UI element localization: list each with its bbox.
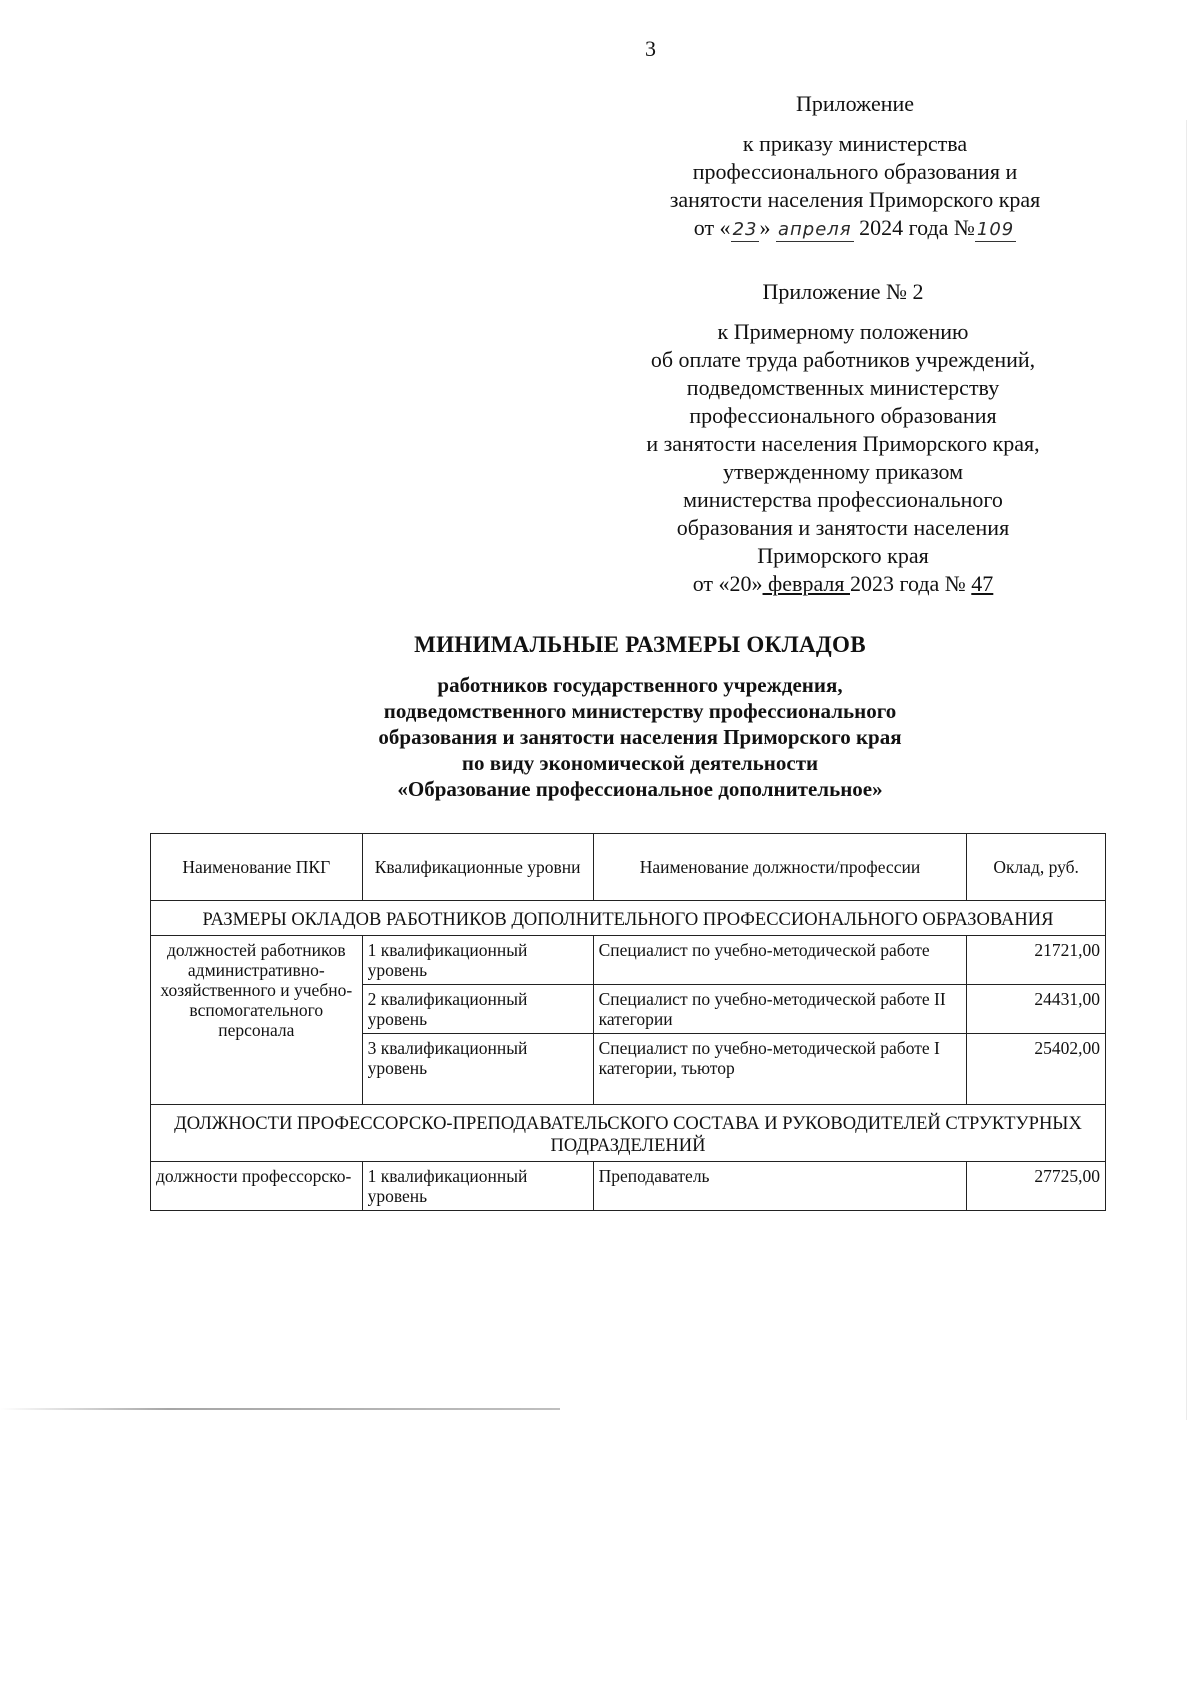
appendix2-line: образования и занятости населения <box>676 515 1010 540</box>
salary-value: 24431,00 <box>967 985 1106 1034</box>
pkg-group-name: должности профессорско- <box>151 1162 363 1211</box>
salary-value: 21721,00 <box>967 936 1106 985</box>
document-subtitle-line: подведомственного министерству профессионального <box>383 699 897 723</box>
appendix2-date: от «20» февраля 2023 года № 47 <box>692 571 994 596</box>
document-title: МИНИМАЛЬНЫЕ РАЗМЕРЫ ОКЛАДОВ <box>414 632 866 657</box>
table-section-row <box>151 901 1106 936</box>
qualification-level: 1 квалификационный уровень <box>362 1162 593 1211</box>
scan-artifact-line <box>0 1408 560 1410</box>
document-subtitle-line: по виду экономической деятельности <box>461 751 819 775</box>
section-title: РАЗМЕРЫ ОКЛАДОВ РАБОТНИКОВ ДОПОЛНИТЕЛЬНОГО ПРОФЕССИОНАЛЬНОГО ОБРАЗОВАНИЯ <box>151 901 1106 936</box>
appendix-date: от « 23» апреля 2024 года № 109 <box>693 215 1015 240</box>
appendix2-line: к Примерному положению <box>717 319 969 344</box>
section-title: ДОЛЖНОСТИ ПРОФЕССОРСКО-ПРЕПОДАВАТЕЛЬСКОГО СОСТАВА И РУКОВОДИТЕЛЕЙ СТРУКТУРНЫХ ПОДРАЗДЕЛЕНИЙ <box>151 1105 1106 1162</box>
appendix-line: занятости населения Приморского края <box>669 187 1041 212</box>
appendix-header <box>605 90 1105 242</box>
qualification-level: 3 квалификационный уровень <box>362 1034 593 1105</box>
pkg-group-name: должностей работников административно-хозяйственного и учебно-вспомогательного персонала <box>151 936 363 1105</box>
appendix2-line: утвержденному приказом <box>722 459 964 484</box>
table-section-row <box>151 1105 1106 1162</box>
header-pkg: Наименование ПКГ <box>151 834 363 901</box>
appendix2-line: профессионального образования <box>689 403 997 428</box>
appendix2-line: об оплате труда работников учреждений, <box>650 347 1036 372</box>
handwritten-month: апреля <box>777 219 852 240</box>
table-row <box>151 1162 1106 1211</box>
document-title-block <box>200 630 1080 802</box>
appendix2-line: министерства профессионального <box>683 487 1003 512</box>
appendix-line: профессионального образования и <box>692 159 1018 184</box>
page-number: 3 <box>645 36 656 61</box>
appendix2-title: Приложение № 2 <box>762 279 924 304</box>
salary-value: 27725,00 <box>967 1162 1106 1211</box>
appendix-title: Приложение <box>795 91 915 116</box>
appendix2-line: подведомственных министерству <box>686 375 1000 400</box>
position-name: Преподаватель <box>593 1162 967 1211</box>
header-salary: Оклад, руб. <box>967 834 1106 901</box>
scan-artifact-edge <box>1186 120 1187 1420</box>
position-name: Специалист по учебно-методической работе <box>593 936 967 985</box>
handwritten-day: 23 <box>732 219 758 240</box>
salary-value: 25402,00 <box>967 1034 1106 1105</box>
document-subtitle-line: «Образование профессиональное дополнительное» <box>397 777 883 801</box>
header-level: Квалификационные уровни <box>362 834 593 901</box>
qualification-level: 1 квалификационный уровень <box>362 936 593 985</box>
salary-table <box>150 833 1106 1211</box>
qualification-level: 2 квалификационный уровень <box>362 985 593 1034</box>
appendix2-header <box>583 278 1103 598</box>
position-name: Специалист по учебно-методической работе II категории <box>593 985 967 1034</box>
appendix-line: к приказу министерства <box>742 131 968 156</box>
document-subtitle-line: образования и занятости населения Приморского края <box>378 725 902 749</box>
position-name: Специалист по учебно-методической работе I категории, тьютор <box>593 1034 967 1105</box>
appendix2-line: Приморского края <box>757 543 929 568</box>
table-header-row <box>151 834 1106 901</box>
appendix2-line: и занятости населения Приморского края, <box>646 431 1040 456</box>
handwritten-doc-number: 109 <box>976 219 1015 240</box>
table-row <box>151 936 1106 985</box>
document-subtitle-line: работников государственного учреждения, <box>437 673 843 697</box>
header-position: Наименование должности/профессии <box>593 834 967 901</box>
